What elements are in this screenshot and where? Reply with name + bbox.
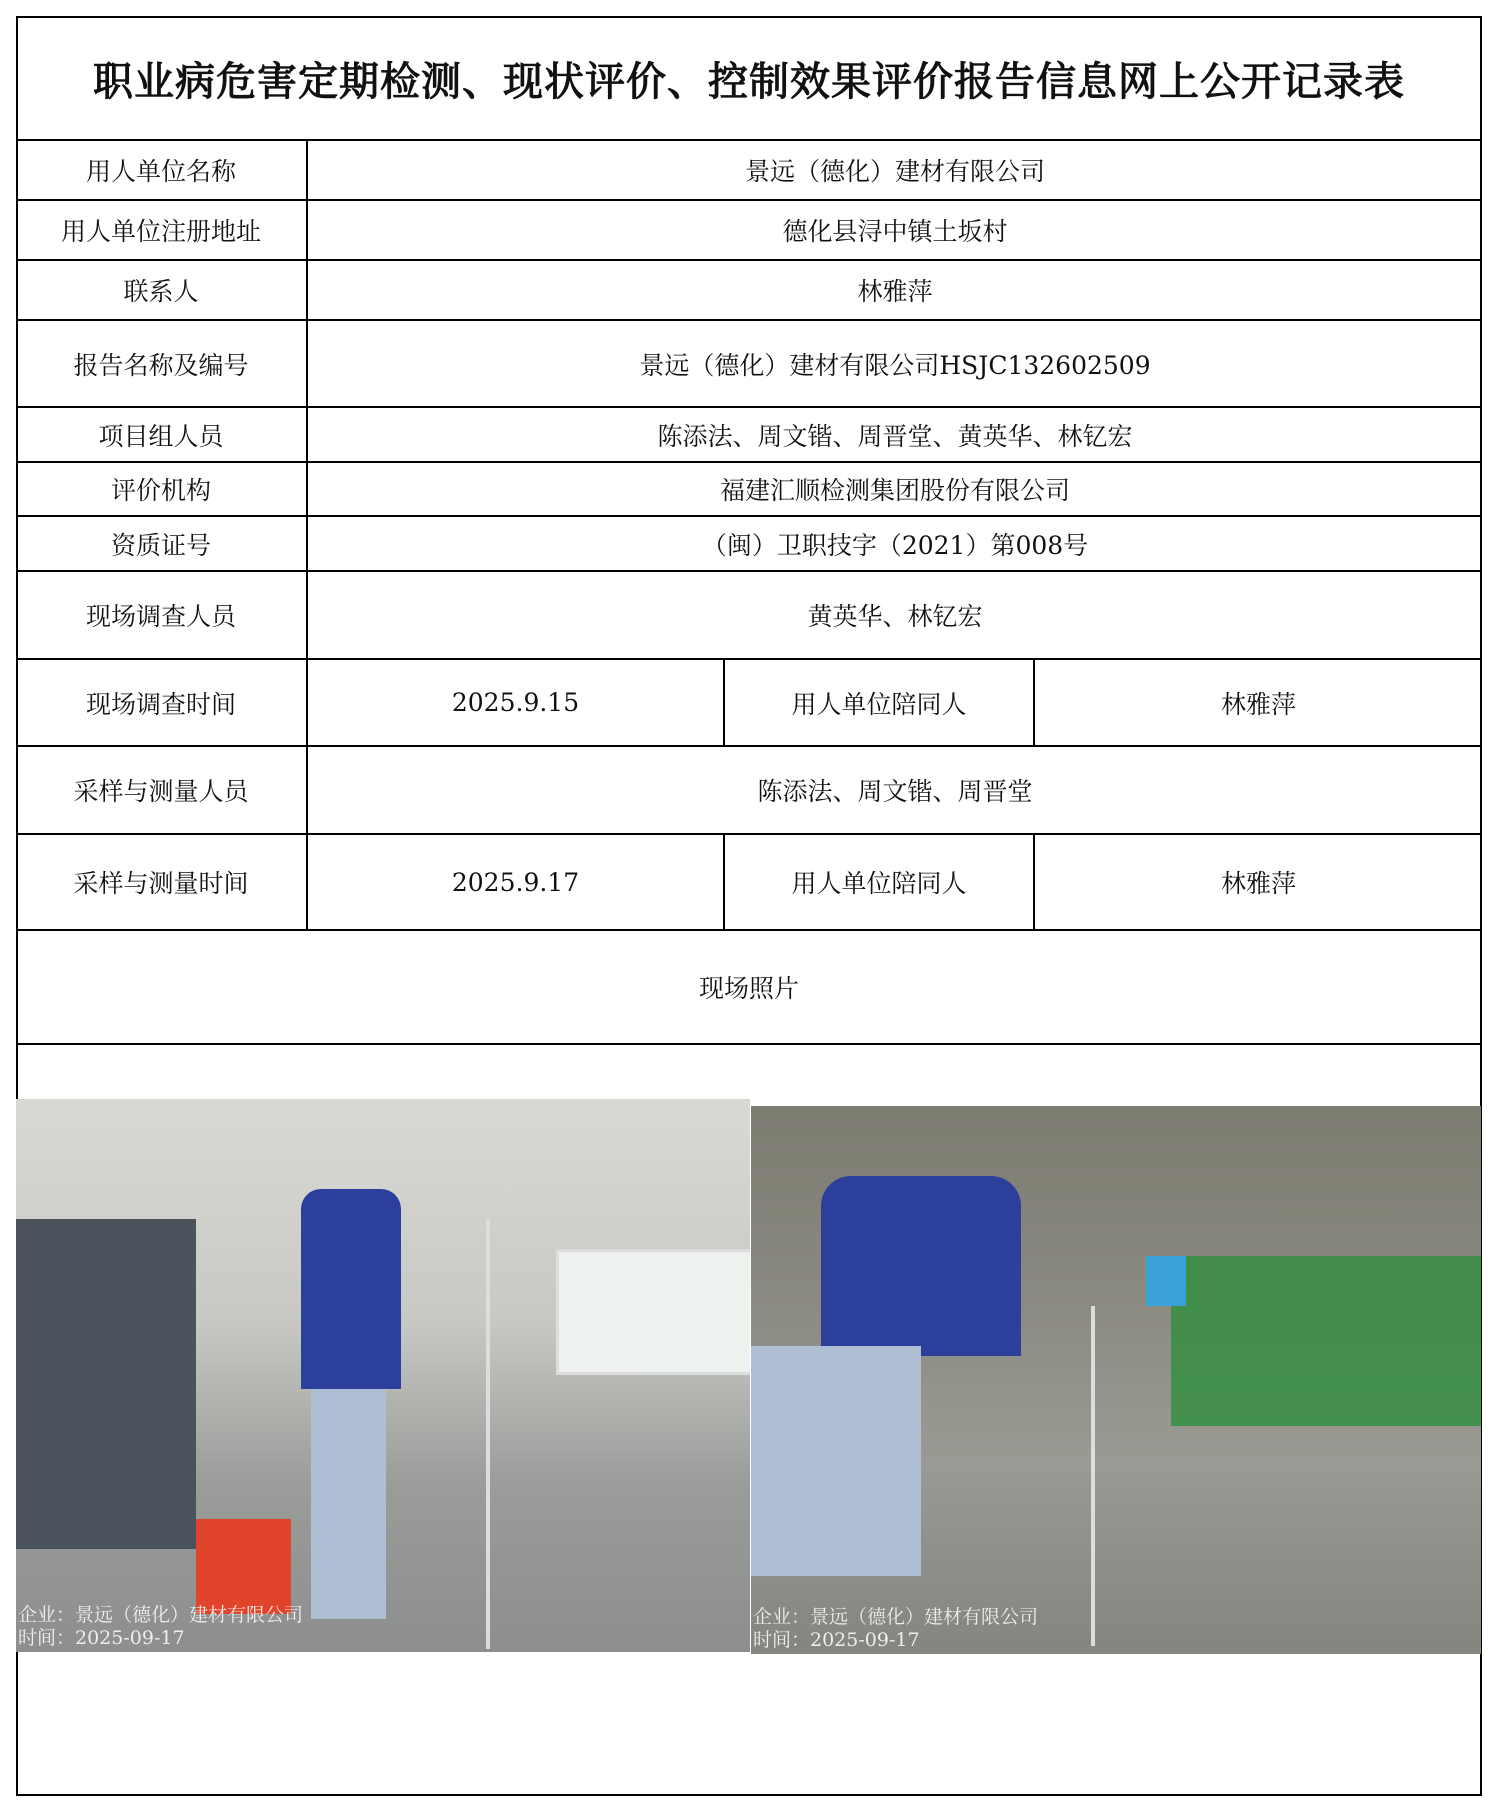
label-survey-staff: 现场调查人员 — [85, 602, 236, 631]
label-contact: 联系人 — [123, 277, 199, 306]
page-title: 职业病危害定期检测、现状评价、控制效果评价报告信息网上公开记录表 — [93, 57, 1405, 105]
site-photo-lab — [16, 1099, 750, 1652]
value-survey-staff: 黄英华、林钇宏 — [807, 602, 983, 631]
value-survey-companion: 林雅萍 — [1220, 689, 1296, 719]
site-photo-workshop — [751, 1106, 1481, 1654]
photo-watermark — [753, 1606, 1038, 1652]
watermark-time: 时间：2025-09-17 — [18, 1627, 185, 1649]
worker-jeans — [311, 1389, 386, 1619]
value-survey-time: 2025.9.15 — [451, 688, 580, 717]
worker-vest — [821, 1176, 1021, 1356]
value-contact: 林雅萍 — [857, 277, 933, 306]
window — [556, 1249, 750, 1375]
tripod — [1091, 1306, 1095, 1646]
worker-jeans — [751, 1346, 921, 1576]
photos-heading: 现场照片 — [698, 974, 799, 1003]
label-sampling-companion: 用人单位陪同人 — [791, 869, 967, 898]
testing-machine — [16, 1219, 196, 1549]
label-sampling-time: 采样与测量时间 — [73, 869, 249, 898]
watermark-company: 企业：景远（德化）建材有限公司 — [18, 1604, 304, 1626]
measuring-device — [1146, 1256, 1186, 1306]
value-sampling-time: 2025.9.17 — [451, 867, 580, 897]
value-cert: （闽）卫职技字（2021）第008号 — [701, 530, 1089, 560]
label-team: 项目组人员 — [98, 421, 224, 451]
label-employer-address: 用人单位注册地址 — [60, 217, 261, 246]
label-survey-companion: 用人单位陪同人 — [791, 689, 967, 719]
watermark-company: 企业：景远（德化）建材有限公司 — [753, 1606, 1039, 1628]
worker-vest — [301, 1189, 401, 1389]
value-agency: 福建汇顺检测集团股份有限公司 — [719, 476, 1070, 505]
value-employer-name: 景远（德化）建材有限公司 — [744, 157, 1045, 186]
watermark-time: 时间：2025-09-17 — [753, 1629, 920, 1651]
value-team: 陈添法、周文锴、周晋堂、黄英华、林钇宏 — [657, 421, 1133, 451]
label-report: 报告名称及编号 — [73, 350, 249, 380]
value-report: 景远（德化）建材有限公司HSJC132602509 — [639, 350, 1151, 380]
value-sampling-companion: 林雅萍 — [1220, 869, 1296, 898]
label-sampling-staff: 采样与测量人员 — [73, 777, 249, 806]
label-employer-name: 用人单位名称 — [85, 157, 236, 186]
label-agency: 评价机构 — [110, 476, 211, 505]
green-molds — [1171, 1256, 1481, 1426]
value-employer-address: 德化县浔中镇土坂村 — [782, 217, 1008, 246]
tripod — [486, 1219, 490, 1649]
value-sampling-staff: 陈添法、周文锴、周晋堂 — [757, 777, 1033, 806]
label-cert: 资质证号 — [110, 530, 211, 560]
photo-watermark — [18, 1604, 303, 1650]
label-survey-time: 现场调查时间 — [85, 689, 236, 719]
red-crate — [196, 1519, 291, 1614]
